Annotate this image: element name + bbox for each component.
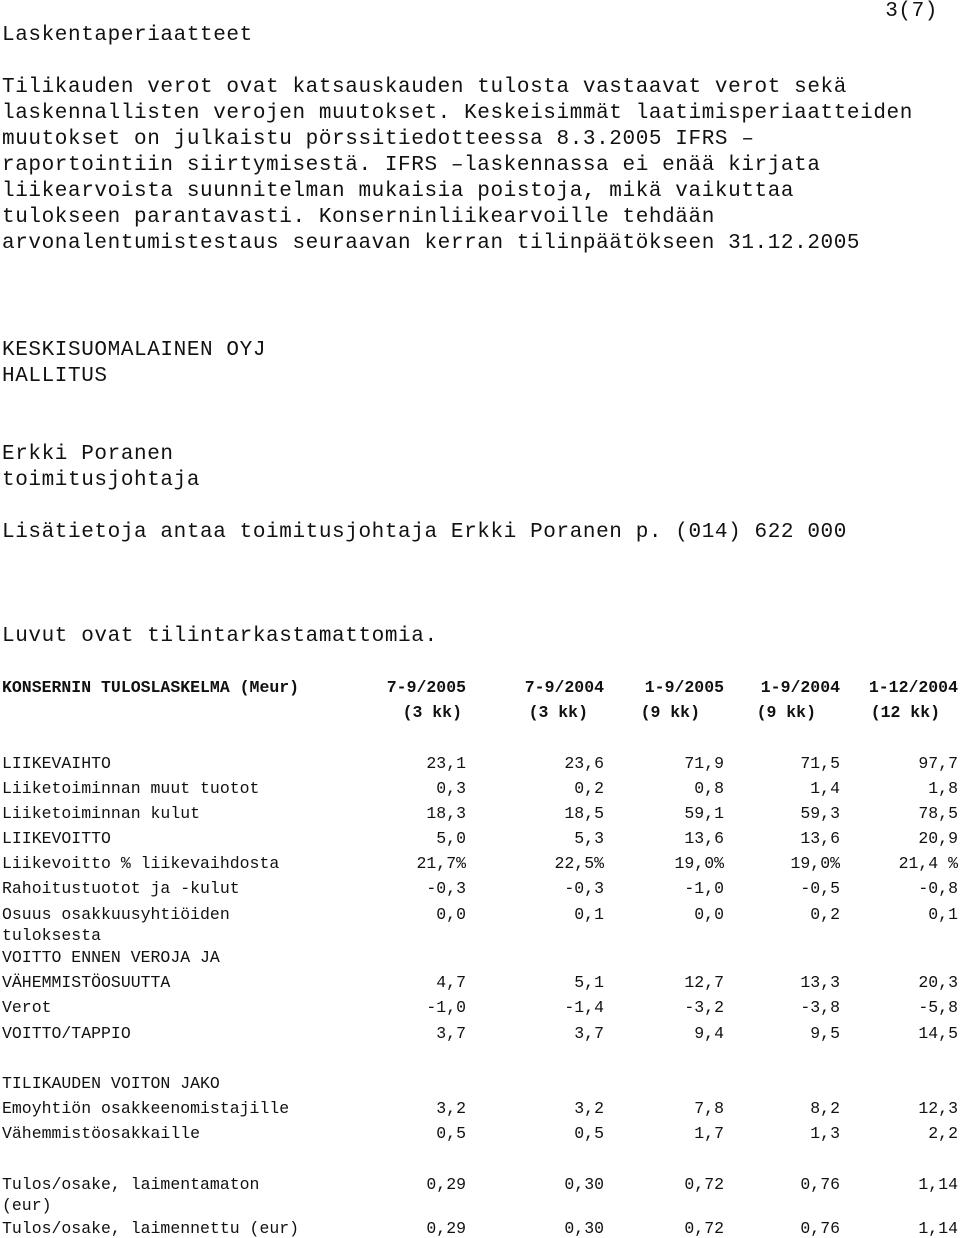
row-value: 0,8	[694, 779, 724, 798]
column-period: 1-12/2004	[868, 678, 958, 697]
row-label-continued: (eur)	[2, 1196, 52, 1215]
row-label: Emoyhtiön osakkeenomistajille	[2, 1099, 290, 1118]
row-value: 0,76	[800, 1175, 840, 1194]
row-label: VÄHEMMISTÖOSUUTTA	[2, 973, 171, 992]
row-value: 21,7%	[416, 854, 466, 873]
row-value: 12,3	[918, 1099, 958, 1118]
row-label: LIIKEVAIHTO	[2, 754, 111, 773]
row-value: 0,2	[810, 905, 840, 924]
row-label: Tulos/osake, laimentamaton	[2, 1175, 260, 1194]
row-value: 23,6	[564, 754, 604, 773]
row-value: 19,0%	[674, 854, 724, 873]
row-value: 1,14	[918, 1175, 958, 1194]
column-period: 7-9/2004	[524, 678, 604, 697]
row-value: 12,7	[684, 973, 724, 992]
row-value: 13,3	[800, 973, 840, 992]
row-value: 71,5	[800, 754, 840, 773]
row-value: 0,30	[564, 1175, 604, 1194]
row-value: 7,8	[694, 1099, 724, 1118]
row-value: -0,8	[918, 879, 958, 898]
row-value: 18,3	[426, 804, 466, 823]
column-period: 1-9/2005	[644, 678, 724, 697]
section-heading: Laskentaperiaatteet	[2, 24, 253, 47]
paragraph-line: muutokset on julkaistu pörssitiedotteessa 8.3.2005 IFRS –	[2, 128, 755, 151]
contact-info: Lisätietoja antaa toimitusjohtaja Erkki Poranen p. (014) 622 000	[2, 521, 847, 544]
column-months: (9 kk)	[640, 703, 700, 722]
column-months: (9 kk)	[756, 703, 816, 722]
row-value: -5,8	[918, 998, 958, 1017]
row-label: Verot	[2, 998, 52, 1017]
row-value: 13,6	[684, 829, 724, 848]
row-value: 0,1	[574, 905, 604, 924]
row-value: 3,2	[436, 1099, 466, 1118]
row-label: Liiketoiminnan muut tuotot	[2, 779, 260, 798]
row-label: VOITTO/TAPPIO	[2, 1024, 131, 1043]
row-value: -1,0	[426, 998, 466, 1017]
row-value: 9,4	[694, 1024, 724, 1043]
column-months: (3 kk)	[528, 703, 588, 722]
row-value: 1,4	[810, 779, 840, 798]
row-label: Rahoitustuotot ja -kulut	[2, 879, 240, 898]
row-label: Vähemmistöosakkaille	[2, 1124, 201, 1143]
row-value: 97,7	[918, 754, 958, 773]
row-value: 1,7	[694, 1124, 724, 1143]
row-value: 0,5	[574, 1124, 604, 1143]
column-months: (3 kk)	[402, 703, 462, 722]
row-value: 5,1	[574, 973, 604, 992]
paragraph-line: arvonalentumistestaus seuraavan kerran tilinpäätökseen 31.12.2005	[2, 232, 861, 255]
row-value: 5,3	[574, 829, 604, 848]
row-value: 0,3	[436, 779, 466, 798]
row-value: 20,9	[918, 829, 958, 848]
row-label: Liikevoitto % liikevaihdosta	[2, 854, 280, 873]
paragraph-line: tulokseen parantavasti. Konserninliikearvoille tehdään	[2, 206, 715, 229]
row-value: 22,5%	[554, 854, 604, 873]
row-value: 59,3	[800, 804, 840, 823]
row-value: 0,5	[436, 1124, 466, 1143]
paragraph-line: laskennallisten verojen muutokset. Keskeisimmät laatimisperiaatteiden	[2, 102, 913, 125]
paragraph-line: liikearvoista suunnitelman mukaisia poistoja, mikä vaikuttaa	[2, 180, 795, 203]
row-value: 0,2	[574, 779, 604, 798]
row-value: 0,76	[800, 1219, 840, 1238]
row-label: Osuus osakkuusyhtiöiden	[2, 905, 230, 924]
row-value: 21,4 %	[898, 854, 958, 873]
row-value: 1,3	[810, 1124, 840, 1143]
row-value: 0,0	[694, 905, 724, 924]
row-value: 1,8	[928, 779, 958, 798]
column-period: 1-9/2004	[760, 678, 840, 697]
column-period: 7-9/2005	[386, 678, 466, 697]
signer-name: Erkki Poranen	[2, 443, 174, 466]
row-value: 0,72	[684, 1219, 724, 1238]
column-months: (12 kk)	[870, 703, 940, 722]
row-value: 9,5	[810, 1024, 840, 1043]
row-value: 3,7	[574, 1024, 604, 1043]
row-value: -3,2	[684, 998, 724, 1017]
row-value: -1,0	[684, 879, 724, 898]
row-label: Liiketoiminnan kulut	[2, 804, 201, 823]
row-value: 19,0%	[790, 854, 840, 873]
row-value: 1,14	[918, 1219, 958, 1238]
row-value: 18,5	[564, 804, 604, 823]
company-name: KESKISUOMALAINEN OYJ	[2, 339, 267, 362]
paragraph-line: Tilikauden verot ovat katsauskauden tulosta vastaavat verot sekä	[2, 76, 847, 99]
row-value: 8,2	[810, 1099, 840, 1118]
row-value: -0,3	[564, 879, 604, 898]
row-value: 2,2	[928, 1124, 958, 1143]
row-value: 20,3	[918, 973, 958, 992]
row-label: LIIKEVOITTO	[2, 829, 111, 848]
signer-title: toimitusjohtaja	[2, 469, 201, 492]
row-value: 3,2	[574, 1099, 604, 1118]
row-value: 13,6	[800, 829, 840, 848]
row-label: VOITTO ENNEN VEROJA JA	[2, 948, 220, 967]
page-number: 3(7)	[885, 0, 938, 23]
row-value: 0,1	[928, 905, 958, 924]
row-value: 59,1	[684, 804, 724, 823]
row-value: 3,7	[436, 1024, 466, 1043]
row-value: 4,7	[436, 973, 466, 992]
row-value: -0,3	[426, 879, 466, 898]
row-value: 5,0	[436, 829, 466, 848]
row-label-continued: tuloksesta	[2, 926, 102, 945]
unaudited-note: Luvut ovat tilintarkastamattomia.	[2, 625, 438, 648]
board-label: HALLITUS	[2, 365, 108, 388]
row-value: 0,29	[426, 1219, 466, 1238]
row-value: -3,8	[800, 998, 840, 1017]
row-label: TILIKAUDEN VOITON JAKO	[2, 1074, 220, 1093]
row-value: 78,5	[918, 804, 958, 823]
row-value: -1,4	[564, 998, 604, 1017]
table-title: KONSERNIN TULOSLASKELMA (Meur)	[2, 678, 300, 697]
row-value: 0,72	[684, 1175, 724, 1194]
row-value: 0,29	[426, 1175, 466, 1194]
row-value: -0,5	[800, 879, 840, 898]
row-value: 23,1	[426, 754, 466, 773]
row-value: 71,9	[684, 754, 724, 773]
paragraph-line: raportointiin siirtymisestä. IFRS –laskennassa ei enää kirjata	[2, 154, 821, 177]
row-value: 0,0	[436, 905, 466, 924]
row-value: 0,30	[564, 1219, 604, 1238]
row-value: 14,5	[918, 1024, 958, 1043]
row-label: Tulos/osake, laimennettu (eur)	[2, 1219, 300, 1238]
